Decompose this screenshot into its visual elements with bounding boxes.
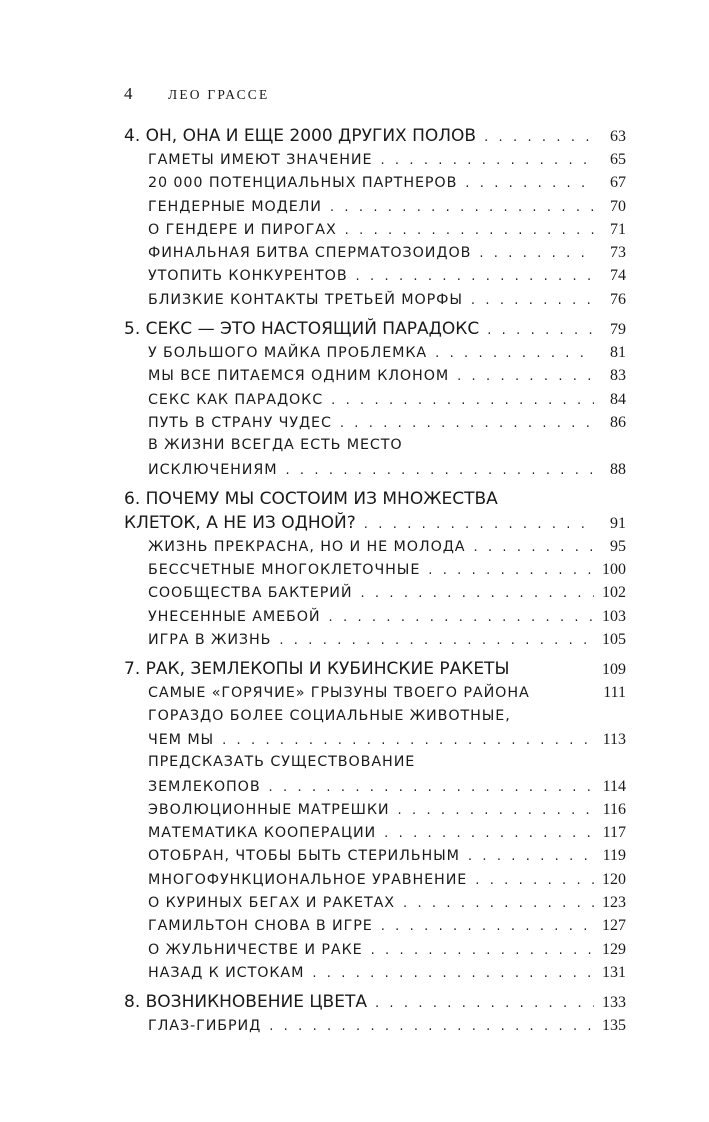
page-reference: 73	[610, 244, 626, 262]
section-title: УТОПИТЬ КОНКУРЕНТОВ	[148, 268, 348, 285]
page-reference: 81	[610, 344, 626, 362]
page-reference: 95	[610, 537, 626, 555]
toc-chapter-entry	[124, 317, 626, 341]
dot-leader	[475, 869, 594, 891]
page-reference: 71	[610, 220, 626, 238]
section-title: ГАМИЛЬТОН СНОВА В ИГРЕ	[148, 918, 373, 935]
toc-section-entry	[124, 1014, 626, 1037]
page-reference: 79	[610, 321, 626, 339]
toc-section-entry	[124, 558, 626, 581]
page-reference: 65	[610, 151, 626, 168]
toc-chapter-entry	[124, 990, 626, 1014]
toc-section-entry	[124, 628, 626, 651]
dot-leader	[269, 776, 594, 798]
section-title: О ГЕНДЕРЕ И ПИРОГАХ	[148, 221, 337, 238]
dot-leader	[380, 149, 594, 171]
dot-leader	[364, 513, 594, 535]
dot-leader	[371, 939, 594, 961]
section-title: СЕКС КАК ПАРАДОКС	[148, 391, 324, 408]
dot-leader	[465, 172, 594, 194]
toc-chapter-entry	[124, 124, 626, 148]
toc-section-entry	[124, 458, 626, 481]
page-reference: 70	[610, 197, 626, 215]
section-title: ЧЕМ МЫ	[148, 731, 215, 748]
page-reference: 102	[602, 584, 626, 602]
dot-leader	[331, 389, 594, 411]
page-reference: 109	[602, 661, 626, 679]
section-title: СООБЩЕСТВА БАКТЕРИЙ	[148, 585, 353, 602]
section-title: НАЗАД К ИСТОКАМ	[148, 964, 305, 981]
page-reference: 105	[602, 631, 626, 649]
toc-section-entry	[124, 241, 626, 264]
toc-section-entry	[124, 218, 626, 241]
dot-leader	[384, 822, 594, 844]
page-header	[124, 84, 269, 104]
toc-section-entry	[124, 264, 626, 287]
section-title: ОТОБРАН, ЧТОБЫ БЫТЬ СТЕРИЛЬНЫМ	[148, 848, 460, 865]
page-reference: 76	[610, 290, 626, 308]
toc-section-entry	[124, 341, 626, 364]
toc-section-entry	[124, 821, 626, 844]
page-reference: 88	[610, 460, 626, 478]
toc-section-entry	[124, 681, 626, 704]
page-reference: 135	[602, 1017, 626, 1035]
page-number: 4	[124, 84, 133, 103]
section-title: ФИНАЛЬНАЯ БИТВА СПЕРМАТОЗОИДОВ	[148, 245, 472, 262]
dot-leader	[487, 319, 594, 341]
page-reference: 127	[602, 917, 626, 935]
section-title: 20 000 ПОТЕНЦИАЛЬНЫХ ПАРТНЕРОВ	[148, 175, 458, 192]
section-title: БЕССЧЕТНЫЕ МНОГОКЛЕТОЧНЫЕ	[148, 562, 421, 579]
dot-leader	[381, 915, 594, 937]
page-reference: 84	[610, 390, 626, 408]
dot-leader	[471, 289, 594, 311]
page-reference: 67	[610, 174, 626, 192]
section-title: О ЖУЛЬНИЧЕСТВЕ И РАКЕ	[148, 941, 363, 958]
page-reference: 100	[602, 561, 626, 579]
dot-leader	[356, 265, 594, 287]
toc-section-entry	[124, 891, 626, 914]
dot-leader	[312, 962, 594, 984]
dot-leader	[345, 219, 594, 241]
toc-section-entry	[124, 434, 626, 457]
toc-section-entry	[124, 938, 626, 961]
toc-section-entry	[124, 581, 626, 604]
toc-chapter-entry	[124, 511, 626, 535]
dot-leader	[398, 799, 594, 821]
section-title: ЭВОЛЮЦИОННЫЕ МАТРЕШКИ	[148, 801, 390, 818]
toc-section-entry	[124, 728, 626, 751]
dot-leader	[484, 126, 594, 148]
page-reference: 63	[610, 128, 626, 145]
page-reference: 91	[610, 514, 626, 532]
dot-leader	[269, 1015, 594, 1037]
dot-leader	[479, 242, 594, 264]
section-title: БЛИЗКИЕ КОНТАКТЫ ТРЕТЬЕЙ МОРФЫ	[148, 291, 463, 308]
toc-chapter-entry	[124, 487, 626, 511]
page-reference: 133	[602, 994, 626, 1012]
dot-leader	[457, 365, 594, 387]
page-reference: 113	[602, 730, 626, 748]
page-reference: 103	[602, 607, 626, 625]
toc-section-entry	[124, 148, 626, 171]
section-title: У БОЛЬШОГО МАЙКА ПРОБЛЕМКА	[148, 345, 428, 362]
toc-section-entry	[124, 535, 626, 558]
chapter-title: 5. СЕКС — ЭТО НАСТОЯЩИЙ ПАРАДОКС	[124, 319, 480, 340]
toc-section-entry	[124, 171, 626, 194]
page-reference: 120	[602, 870, 626, 888]
page-reference: 86	[610, 413, 626, 431]
dot-leader	[403, 892, 594, 914]
dot-leader	[285, 459, 594, 481]
page-reference: 123	[602, 894, 626, 912]
section-title: В ЖИЗНИ ВСЕГДА ЕСТЬ МЕСТО	[148, 437, 403, 454]
dot-leader	[375, 992, 594, 1014]
chapter-title: 7. РАК, ЗЕМЛЕКОПЫ И КУБИНСКИЕ РАКЕТЫ	[124, 659, 510, 680]
dot-leader	[468, 845, 594, 867]
page-reference: 131	[602, 963, 626, 981]
chapter-title: 8. ВОЗНИКНОВЕНИЕ ЦВЕТА	[124, 992, 367, 1013]
dot-leader	[360, 582, 594, 604]
toc-section-entry	[124, 388, 626, 411]
section-title: ЗЕМЛЕКОПОВ	[148, 778, 261, 795]
toc-section-entry	[124, 961, 626, 984]
chapter-title: КЛЕТОК, А НЕ ИЗ ОДНОЙ?	[124, 512, 356, 533]
section-title: ПУТЬ В СТРАНУ ЧУДЕС	[148, 414, 332, 431]
toc-section-entry	[124, 195, 626, 218]
page-reference: 129	[602, 940, 626, 958]
section-title: ПРЕДСКАЗАТЬ СУЩЕСТВОВАНИЕ	[148, 754, 416, 771]
toc-section-entry	[124, 364, 626, 387]
page-reference: 114	[602, 777, 626, 795]
dot-leader	[222, 729, 594, 751]
section-title: МНОГОФУНКЦИОНАЛЬНОЕ УРАВНЕНИЕ	[148, 871, 468, 888]
page-reference: 74	[610, 267, 626, 285]
dot-leader	[329, 606, 594, 628]
page-reference: 83	[610, 367, 626, 385]
section-title: САМЫЕ «ГОРЯЧИЕ» ГРЫЗУНЫ ТВОЕГО РАЙОНА	[148, 685, 530, 702]
toc-section-entry	[124, 605, 626, 628]
toc-section-entry	[124, 914, 626, 937]
toc-section-entry	[124, 288, 626, 311]
section-title: ГЛАЗ-ГИБРИД	[148, 1018, 262, 1035]
section-title: ИСКЛЮЧЕНИЯМ	[148, 461, 278, 478]
toc-section-entry	[124, 868, 626, 891]
running-head: ЛЕО ГРАССЕ	[168, 87, 270, 102]
section-title: ЖИЗНЬ ПРЕКРАСНА, НО И НЕ МОЛОДА	[148, 538, 466, 555]
page-reference: 117	[602, 824, 626, 842]
dot-leader	[428, 559, 594, 581]
section-title: О КУРИНЫХ БЕГАХ И РАКЕТАХ	[148, 895, 395, 912]
page-reference: 119	[602, 847, 626, 865]
toc-section-entry	[124, 411, 626, 434]
section-title: МЫ ВСЕ ПИТАЕМСЯ ОДНИМ КЛОНОМ	[148, 368, 450, 385]
section-title: МАТЕМАТИКА КООПЕРАЦИИ	[148, 825, 377, 842]
toc-section-entry	[124, 705, 626, 728]
toc-section-entry	[124, 798, 626, 821]
chapter-title: 4. ОН, ОНА И ЕЩЕ 2000 ДРУГИХ ПОЛОВ	[124, 126, 477, 146]
section-title: ГАМЕТЫ ИМЕЮТ ЗНАЧЕНИЕ	[148, 152, 373, 168]
toc-section-entry	[124, 751, 626, 774]
section-title: ИГРА В ЖИЗНЬ	[148, 632, 272, 649]
table-of-contents	[124, 124, 626, 1038]
page-reference: 111	[603, 684, 626, 702]
dot-leader	[473, 536, 594, 558]
dot-leader	[279, 629, 594, 651]
section-title: ГЕНДЕРНЫЕ МОДЕЛИ	[148, 198, 322, 215]
toc-section-entry	[124, 775, 626, 798]
section-title: УНЕСЕННЫЕ АМЕБОЙ	[148, 608, 321, 625]
page-reference: 116	[602, 800, 626, 818]
toc-section-entry	[124, 844, 626, 867]
toc-chapter-entry	[124, 657, 626, 681]
dot-leader	[340, 412, 594, 434]
section-title: ГОРАЗДО БОЛЕЕ СОЦИАЛЬНЫЕ ЖИВОТНЫЕ,	[148, 707, 511, 724]
dot-leader	[435, 342, 594, 364]
chapter-title: 6. ПОЧЕМУ МЫ СОСТОИМ ИЗ МНОЖЕСТВА	[124, 488, 498, 509]
dot-leader	[330, 196, 594, 218]
